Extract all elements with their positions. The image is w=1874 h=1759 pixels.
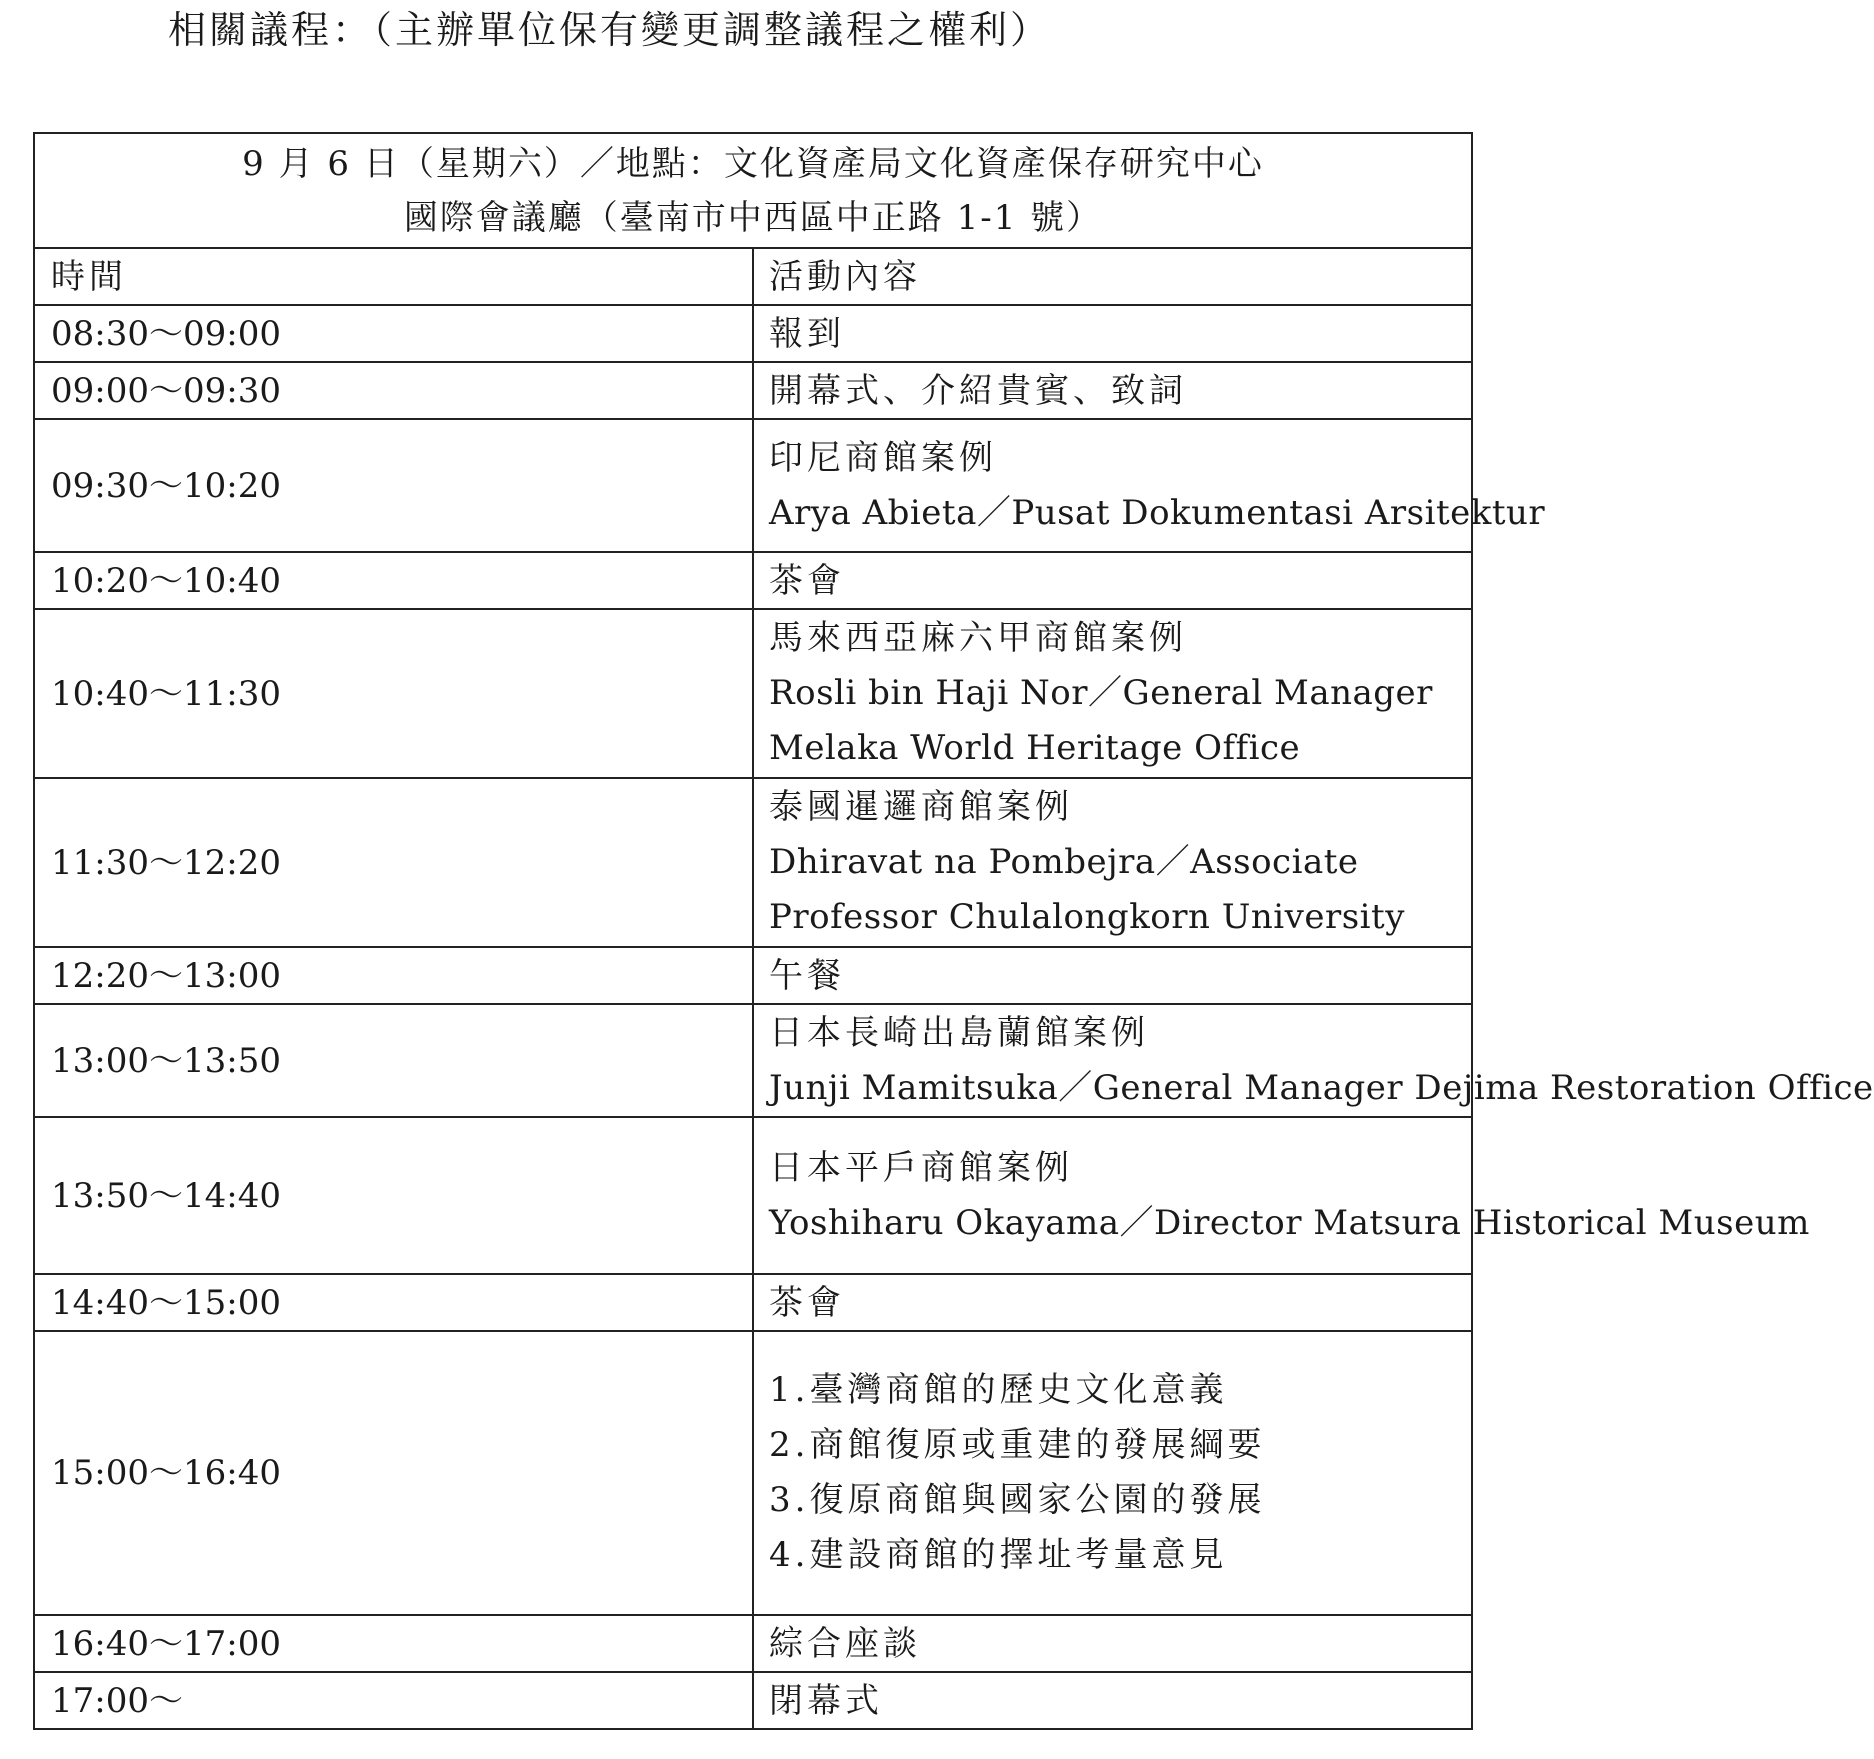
session-speaker: Dhiravat na Pombejra／Associate Professor Chulalongkorn University <box>769 842 1405 937</box>
time-cell: 10:20～10:40 <box>34 552 753 609</box>
session-title: 印尼商館案例 <box>769 437 997 478</box>
session-speaker: Junji Mamitsuka／General Manager Dejima Restoration Office <box>769 1067 1874 1108</box>
time-cell: 08:30～09:00 <box>34 305 753 362</box>
activity-cell <box>753 1004 1874 1117</box>
session-speaker: Arya Abieta／Pusat Dokumentasi Arsitektur <box>769 492 1546 533</box>
session-title: 日本長崎出島蘭館案例 <box>769 1012 1149 1053</box>
table-row <box>34 778 1472 947</box>
activity-cell <box>753 419 1546 552</box>
time-cell: 13:50～14:40 <box>34 1117 753 1274</box>
table-row <box>34 1274 1472 1331</box>
activity-cell: 報到 <box>753 305 1472 362</box>
column-header-time: 時間 <box>34 248 753 305</box>
time-cell: 16:40～17:00 <box>34 1615 753 1672</box>
time-cell: 12:20～13:00 <box>34 947 753 1004</box>
time-cell: 14:40～15:00 <box>34 1274 753 1331</box>
table-row <box>34 1117 1472 1274</box>
discussion-topic: 1.臺灣商館的歷史文化意義 <box>769 1370 1228 1410</box>
table-row <box>34 609 1472 778</box>
table-header-row <box>34 133 1472 248</box>
venue-line: 國際會議廳（臺南市中西區中正路 1-1 號） <box>403 197 1103 238</box>
table-row <box>34 552 1472 609</box>
time-cell: 17:00～ <box>34 1672 753 1729</box>
discussion-topic: 3.復原商館與國家公園的發展 <box>769 1480 1266 1520</box>
discussion-topic: 4.建設商館的擇址考量意見 <box>769 1535 1228 1575</box>
table-row <box>34 1004 1472 1117</box>
time-cell: 11:30～12:20 <box>34 778 753 947</box>
time-cell: 15:00～16:40 <box>34 1331 753 1615</box>
activity-cell: 茶會 <box>753 1274 1472 1331</box>
table-row <box>34 362 1472 419</box>
activity-cell: 開幕式、介紹貴賓、致詞 <box>753 362 1472 419</box>
time-cell: 13:00～13:50 <box>34 1004 753 1117</box>
date-location-cell <box>34 133 1472 248</box>
activity-cell: 午餐 <box>753 947 1472 1004</box>
date-location-line: 9 月 6 日（星期六）／地點：文化資產局文化資產保存研究中心 <box>242 143 1264 184</box>
session-speaker: Yoshiharu Okayama／Director Matsura Historical Museum <box>769 1202 1810 1243</box>
page-title: 相關議程：（主辦單位保有變更調整議程之權利） <box>168 8 1052 52</box>
table-row <box>34 1615 1472 1672</box>
activity-cell <box>753 1117 1810 1274</box>
activity-cell <box>753 778 1472 947</box>
activity-cell: 閉幕式 <box>753 1672 1472 1729</box>
agenda-table <box>33 132 1874 1730</box>
session-title: 馬來西亞麻六甲商館案例 <box>769 618 1187 658</box>
time-cell: 09:30～10:20 <box>34 419 753 552</box>
time-cell: 09:00～09:30 <box>34 362 753 419</box>
table-row <box>34 1672 1472 1729</box>
session-speaker: Rosli bin Haji Nor／General Manager Melaka World Heritage Office <box>769 673 1433 768</box>
session-title: 泰國暹邏商館案例 <box>769 787 1073 827</box>
table-row <box>34 419 1472 552</box>
discussion-topic: 2.商館復原或重建的發展綱要 <box>769 1425 1266 1465</box>
table-row <box>34 1331 1472 1615</box>
column-header-row <box>34 248 1472 305</box>
activity-cell <box>753 609 1472 778</box>
activity-cell <box>753 1331 1472 1615</box>
table-row <box>34 947 1472 1004</box>
column-header-activity: 活動內容 <box>753 248 1472 305</box>
session-title: 日本平戶商館案例 <box>769 1147 1073 1188</box>
activity-cell: 茶會 <box>753 552 1472 609</box>
table-row <box>34 305 1472 362</box>
time-cell: 10:40～11:30 <box>34 609 753 778</box>
activity-cell: 綜合座談 <box>753 1615 1472 1672</box>
